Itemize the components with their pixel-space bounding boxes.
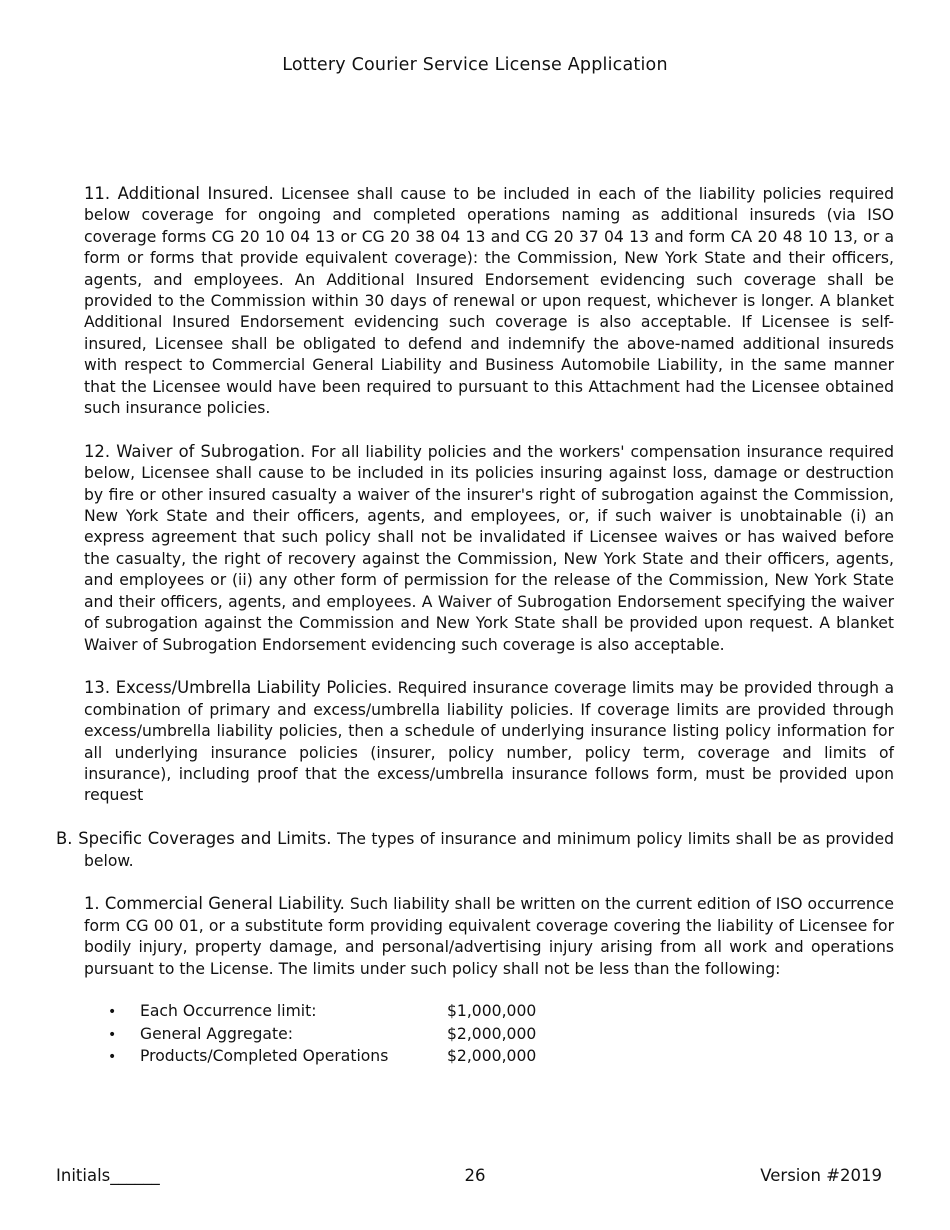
paragraph-text: Licensee shall cause to be included in each of the liability policies required below coverage for ongoing and completed operations naming as additional insureds (via ISO coverage forms CG 20 10 04 13 or CG 20 38 04 13 and CG 20 37 04 13 and form CA 20 48 10 13, or a form or forms that provide equivalent coverage): the Commission, New York State and their officers, agents, and employees. An Additional Insured Endorsement evidencing such coverage shall be provided to the Commission within 30 days of renewal or upon request, whichever is longer. A blanket Additional Insured Endorsement evidencing such coverage is also acceptable. If Licensee is self-insured, Licensee shall be obligated to defend and indemnify the above-named additional insureds with respect to Commercial General Liability and Business Automobile Liability, in the same manner that the Licensee would have been required to pursuant to this Attachment had the Licensee obtained such insurance policies. [84,185,894,418]
footer-page-number: 26 [464,1166,486,1185]
paragraph-waiver-of-subrogation [84,441,894,656]
paragraph-excess-umbrella [84,677,894,806]
paragraph-heading: 1. Commercial General Liability. [84,894,345,914]
footer-version: Version #2019 [760,1166,882,1185]
paragraph-text: For all liability policies and the workers' compensation insurance required below, Licensee shall cause to be included in its policies insuring against loss, damage or destruction by fire or other insured casualty a waiver of the insurer's right of subrogation against the Commission, New York State and their officers, agents, and employees, or, if such waiver is unobtainable (i) an express agreement that such policy shall not be invalidated if Licensee waives or has waived before the casualty, the right of recovery against the Commission, New York State and their officers, agents, and employees or (ii) any other form of permission for the release of the Commission, New York State and their officers, agents, and employees. A Waiver of Subrogation Endorsement specifying the waiver of subrogation against the Commission and New York State shall be provided upon request. A blanket Waiver of Subrogation Endorsement evidencing such coverage is also acceptable. [84,442,895,654]
limit-value: $1,000,000 [447,1002,537,1021]
bullet-icon: • [108,1026,117,1043]
list-item [108,1001,894,1024]
limit-label: Each Occurrence limit: [140,1002,317,1021]
list-item [108,1024,894,1047]
limit-label: Products/Completed Operations [140,1047,389,1066]
paragraph-commercial-general-liability [84,893,894,980]
section-specific-coverages [56,828,894,872]
paragraph-heading: 13. Excess/Umbrella Liability Policies. [84,678,393,698]
paragraph-additional-insured [84,183,894,419]
bullet-icon: • [108,1004,117,1021]
page-header: Lottery Courier Service License Application [282,55,668,75]
list-item [108,1046,894,1069]
limits-list [84,1001,894,1069]
document-body [56,183,895,1069]
limit-label: General Aggregate: [140,1024,293,1043]
bullet-icon: • [108,1049,117,1066]
paragraph-heading: 11. Additional Insured. [84,184,274,203]
section-heading: B. Specific Coverages and Limits. [56,829,332,849]
section-text: The types of insurance and minimum policy limits shall be as provided below. [84,830,894,870]
paragraph-text: Such liability shall be written on the current edition of ISO occurrence form CG 00 01, or a substitute form providing equivalent coverage covering the liability of Licensee for bodily injury, property damage, and personal/advertising injury arising from all work and operations pursuant to the License. The limits under such policy shall not be less than the following: [84,895,894,978]
paragraph-text: Required insurance coverage limits may be provided through a combination of primary and excess/umbrella liability policies. If coverage limits are provided through excess/umbrella liability policies, then a schedule of underlying insurance listing policy information for all underlying insurance policies (insurer, policy number, policy term, coverage and limits of insurance), including proof that the excess/umbrella insurance follows form, must be provided upon request [84,679,894,805]
paragraph-heading: 12. Waiver of Subrogation. [84,441,306,461]
limit-value: $2,000,000 [447,1047,537,1066]
limit-value: $2,000,000 [447,1024,537,1043]
footer-initials: Initials______ [56,1166,160,1185]
